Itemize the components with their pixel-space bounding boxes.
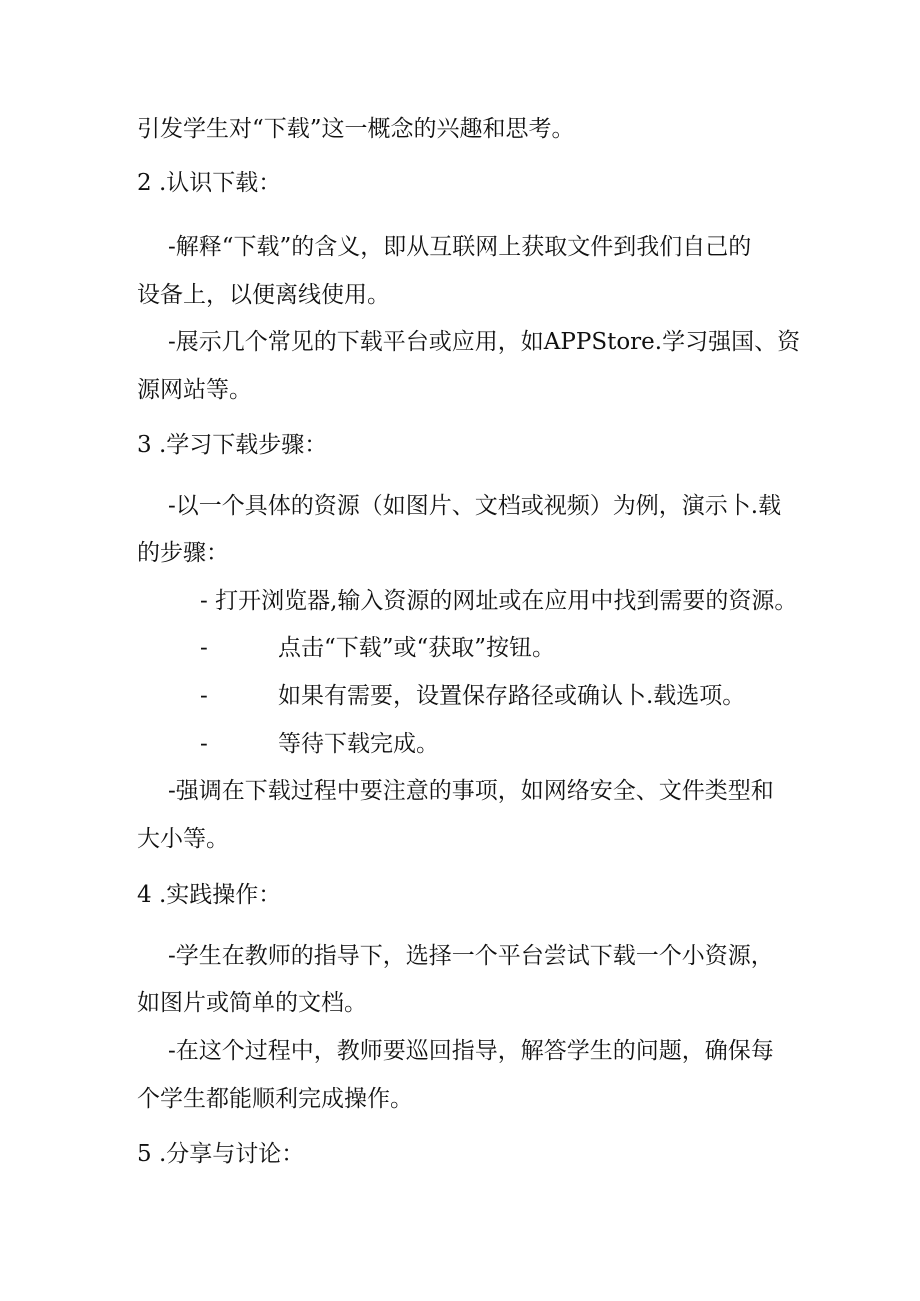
step-text: 等待下载完成。 <box>278 731 439 757</box>
text-line: -以一个具体的资源（如图片、文档或视频）为例，演示卜.载 <box>168 493 782 519</box>
text-line: 的步骤： <box>137 540 229 566</box>
text-line: 引发学生对“下载”这一概念的兴趣和思考。 <box>137 116 575 142</box>
text-line: 个学生都能顺利完成操作。 <box>137 1086 413 1112</box>
text-line: -在这个过程中，教师要巡回指导，解答学生的问题，确保每 <box>168 1038 774 1064</box>
section-heading-2: 2 .认识下载： <box>137 170 282 196</box>
section-heading-3: 3 .学习下载步骤： <box>137 432 328 458</box>
step-text: 如果有需要，设置保存路径或确认卜.载选项。 <box>278 683 746 709</box>
step-item <box>200 633 555 663</box>
step-item <box>200 729 439 759</box>
step-text: 点击“下载”或“获取”按钮。 <box>278 635 556 661</box>
step-item: - 打开浏览器,输入资源的网址或在应用中找到需要的资源。 <box>200 588 798 614</box>
text-line: 源网站等。 <box>137 377 252 403</box>
text-line: 如图片或简单的文档。 <box>137 990 367 1016</box>
step-dash: - <box>200 731 208 757</box>
text-line: -展示几个常见的下载平台或应用，如APPStore.学习强国、资 <box>168 329 801 355</box>
step-item <box>200 681 745 711</box>
section-heading-5: 5 .分享与讨论： <box>137 1141 305 1167</box>
text-line: -解释“下载”的含义，即从互联网上获取文件到我们自己的 <box>168 234 752 260</box>
text-line: -强调在下载过程中要注意的事项，如网络安全、文件类型和 <box>168 778 774 804</box>
text-line: 设备上，以便离线使用。 <box>137 282 390 308</box>
text-line: -学生在教师的指导下，选择一个平台尝试下载一个小资源， <box>168 943 774 969</box>
text-line: 大小等。 <box>137 826 229 852</box>
section-heading-4: 4 .实践操作： <box>137 882 282 908</box>
step-dash: - <box>200 635 208 661</box>
step-dash: - <box>200 683 208 709</box>
